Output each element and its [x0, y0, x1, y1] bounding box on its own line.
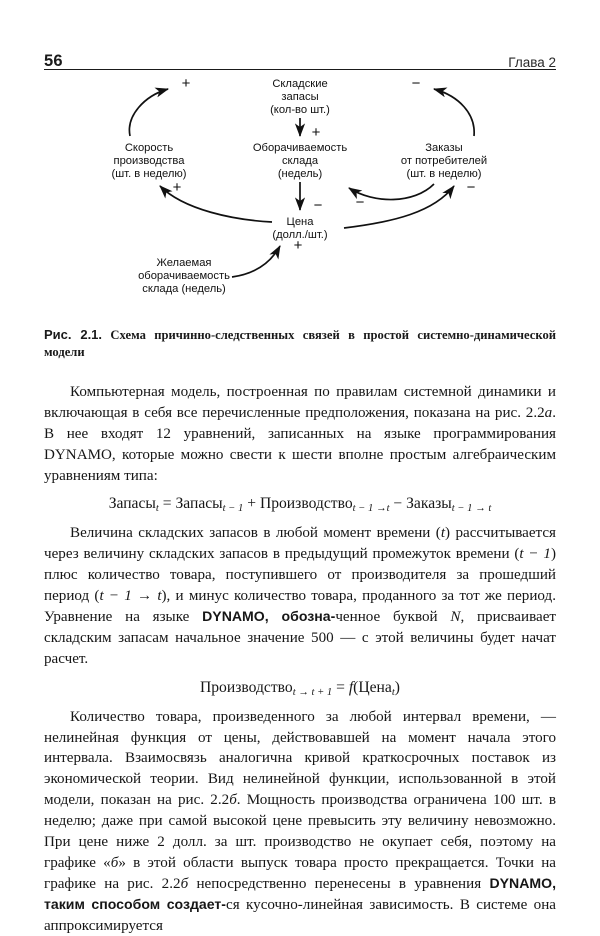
formula1-plus: + [247, 495, 257, 513]
svg-text:(шт. в неделю): (шт. в неделю) [111, 168, 187, 180]
formula-production-function [44, 679, 556, 698]
formula-inventory-balance [44, 495, 556, 514]
para3-bold-dynamo: DYNAMO, таким способом создает- [44, 874, 556, 912]
formula1-term2-sub: t − 1 →t [352, 503, 390, 515]
para2-italic-t3: t − 1 → t [99, 588, 162, 605]
para1-part-a: Компьютерная модель, построенная по правилам системной динамики и включающая в себя все перечисленные предположения, показана на рис. 2.2 [44, 384, 556, 421]
para2-italic-t1: t [440, 525, 446, 542]
svg-text:производства: производства [113, 155, 185, 167]
sign-orders-to-turnover: − [355, 194, 365, 211]
node-production-rate [111, 142, 186, 180]
formula1-term2: Производство [259, 495, 353, 513]
svg-text:(долл./шт.): (долл./шт.) [272, 229, 328, 241]
paragraph-1 [44, 382, 556, 486]
para1-part-b: . В нее входят 12 уравнений, записанных на языке программирования DYNAMO, которые можно свести к шести вполне простым алгебраическим уравнениям типа: [44, 404, 556, 484]
arrow-desired-turnover-to-price [232, 246, 280, 277]
figure-caption-text: Схема причинно-следственных связей в простой системно-динамической модели [44, 328, 556, 359]
node-customer-orders [401, 142, 487, 180]
para1-italic-a: а [544, 404, 553, 421]
para2-bold-dynamo: DYNAMO, обозна- [202, 607, 336, 624]
svg-text:Желаемая: Желаемая [156, 257, 212, 269]
running-head-chapter: Глава 2 [508, 54, 556, 70]
formula2-paren-close: ) [394, 678, 400, 696]
svg-text:(кол-во шт.): (кол-во шт.) [270, 104, 330, 116]
para3-italic-b1: б [229, 792, 237, 809]
arrow-production-to-inventory [129, 89, 168, 136]
sign-price-to-production-rate: + [172, 179, 182, 196]
svg-text:(шт. в неделю): (шт. в неделю) [406, 168, 482, 180]
formula2-lhs-sub: t → t + 1 [292, 686, 333, 698]
svg-text:от потребителей: от потребителей [400, 155, 488, 167]
svg-text:запасы: запасы [281, 91, 319, 103]
formula1-term1-sub: t − 1 [222, 503, 244, 515]
page-header [44, 44, 556, 70]
svg-text:Скорость: Скорость [124, 142, 174, 154]
sign-orders-to-inventory: − [411, 75, 421, 92]
paragraph-2 [44, 523, 556, 669]
formula2-eq: = [336, 678, 345, 696]
svg-text:Оборачиваемость: Оборачиваемость [252, 142, 348, 154]
figure-caption [44, 326, 556, 361]
formula1-term1: Запасы [175, 495, 223, 513]
arrow-orders-to-inventory [434, 89, 474, 136]
formula1-lhs-sub: t [155, 503, 159, 515]
svg-text:Цена: Цена [286, 216, 314, 228]
formula1-term3: Заказы [406, 495, 452, 513]
para3-italic-b2: б [110, 854, 119, 871]
node-inventory [270, 78, 330, 116]
sign-desired-turnover-to-price: + [293, 237, 303, 254]
figure-2-1-causal-loop-diagram [44, 70, 556, 315]
para2-part-f: , присваивает складским запасам начальное значение 500 — с этой величины будет начат расчет. [44, 608, 556, 667]
para2-part-c: ) плюс количество товара, поступившего от производителя за прошедший период ( [44, 546, 556, 605]
svg-text:склада (недель): склада (недель) [142, 283, 226, 295]
para3-part-e: ся кусочно-линейная зависимость. В системе она аппроксимируется [44, 896, 556, 934]
svg-text:(недель): (недель) [277, 168, 323, 180]
sign-price-to-orders: − [466, 179, 476, 196]
node-warehouse-turnover [253, 142, 347, 180]
formula2-paren-open: ( [353, 678, 359, 696]
figure-number: Рис. 2.1. [44, 327, 103, 342]
para2-italic-t2: t − 1 [519, 546, 551, 563]
node-desired-turnover [138, 257, 230, 295]
svg-text:Складские: Складские [272, 78, 328, 90]
para2-part-a: Величина складских запасов в любой момент времени ( [70, 525, 441, 542]
para3-part-b: . Мощность производства ограничена 100 шт. в неделю; даже при самой высокой цене превысить эту величину невозможно. При цене ниже 2 долл. за шт. производство не окупает себя, поэтому на графике « [44, 792, 556, 871]
para2-part-b: ) рассчитывается через величину складских запасов в предыдущий промежуток времени ( [44, 525, 556, 563]
svg-text:Заказы: Заказы [425, 142, 463, 154]
sign-turnover-to-price: − [313, 197, 323, 214]
formula1-lhs: Запасы [108, 495, 156, 513]
sign-inventory-to-turnover: + [311, 124, 321, 141]
formula1-eq: = [162, 495, 172, 513]
para3-part-d: непосредственно перенесены в уравнения [188, 875, 490, 892]
body-text [44, 382, 556, 936]
formula2-argument-sub: t [391, 686, 395, 698]
formula2-lhs: Производство [200, 678, 293, 696]
para2-italic-n: N [450, 608, 461, 625]
svg-text:оборачиваемость: оборачиваемость [138, 270, 230, 282]
sign-production-to-inventory: + [181, 75, 191, 92]
page-number: 56 [44, 51, 63, 70]
para2-part-e: ченное буквой [335, 608, 451, 625]
svg-text:склада: склада [281, 155, 319, 167]
para2-part-d: ), и минус количество товара, проданного за тот же период. Уравнение на языке [44, 588, 556, 625]
para3-part-c: » в этой области выпуск товара просто прекращается. Точки на графике на рис. 2.2 [44, 854, 556, 892]
formula1-term3-sub: t − 1 → t [451, 503, 492, 515]
formula2-function-name: f [348, 678, 354, 696]
formula2-argument: Цена [358, 678, 392, 696]
para3-italic-b3: б [180, 875, 189, 892]
formula1-minus: − [393, 495, 403, 513]
para3-part-a: Количество товара, произведенного за любой интервал времени, — нелинейная функция от цены, действовавшей на момент начала этого интервала. Взаимосвязь аналогична кривой краткосрочных поставок из экономической теории. Вид нелинейной функции, использованной в этой модели, показан на рис. 2.2 [44, 708, 556, 809]
paragraph-3 [44, 707, 556, 936]
